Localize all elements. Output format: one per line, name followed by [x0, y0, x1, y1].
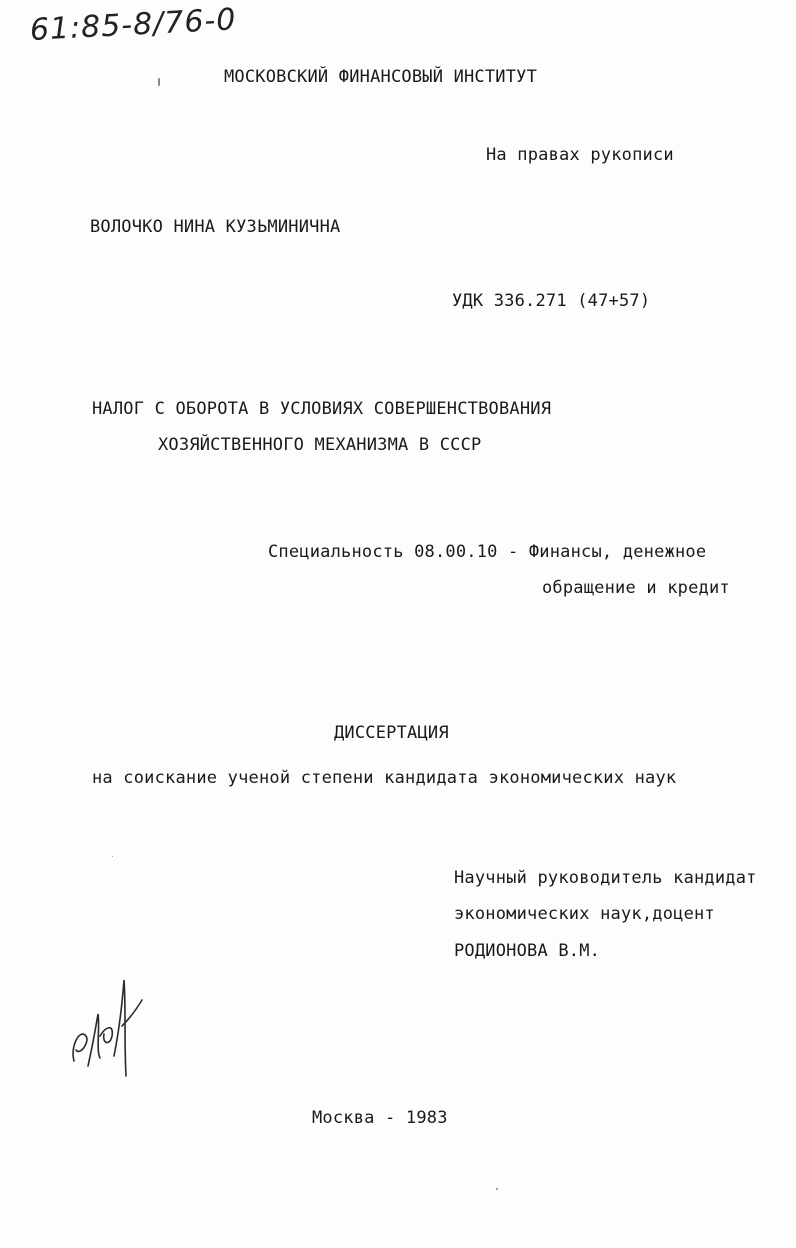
supervisor-name: РОДИОНОВА В.М.: [454, 941, 601, 961]
specialty-line-1: Специальность 08.00.10 - Финансы, денежное: [268, 542, 707, 562]
document-type: ДИССЕРТАЦИЯ: [334, 723, 449, 743]
specialty-line-2: обращение и кредит: [542, 578, 730, 598]
title-line-2: ХОЗЯЙСТВЕННОГО МЕХАНИЗМА В СССР: [158, 435, 482, 455]
rights-note: На правах рукописи: [486, 145, 674, 165]
scan-speck: [112, 856, 113, 857]
title-line-1: НАЛОГ С ОБОРОТА В УСЛОВИЯХ СОВЕРШЕНСТВОВАНИЯ: [92, 399, 552, 419]
handwritten-catalog-code: 61:85-8/76-0: [29, 2, 238, 48]
scan-mark: [158, 78, 160, 86]
supervisor-line-2: экономических наук,доцент: [454, 904, 715, 924]
handwritten-signature-icon: [66, 966, 146, 1086]
institute-name: МОСКОВСКИЙ ФИНАНСОВЫЙ ИНСТИТУТ: [224, 67, 538, 87]
degree-statement: на соискание ученой степени кандидата экономических наук: [92, 768, 677, 788]
city-and-year: Москва - 1983: [312, 1108, 448, 1128]
udc-code: УДК 336.271 (47+57): [452, 291, 651, 311]
supervisor-line-1: Научный руководитель кандидат: [454, 868, 757, 888]
author-name: ВОЛОЧКО НИНА КУЗЬМИНИЧНА: [90, 217, 341, 237]
scan-speck: [496, 1188, 498, 1190]
